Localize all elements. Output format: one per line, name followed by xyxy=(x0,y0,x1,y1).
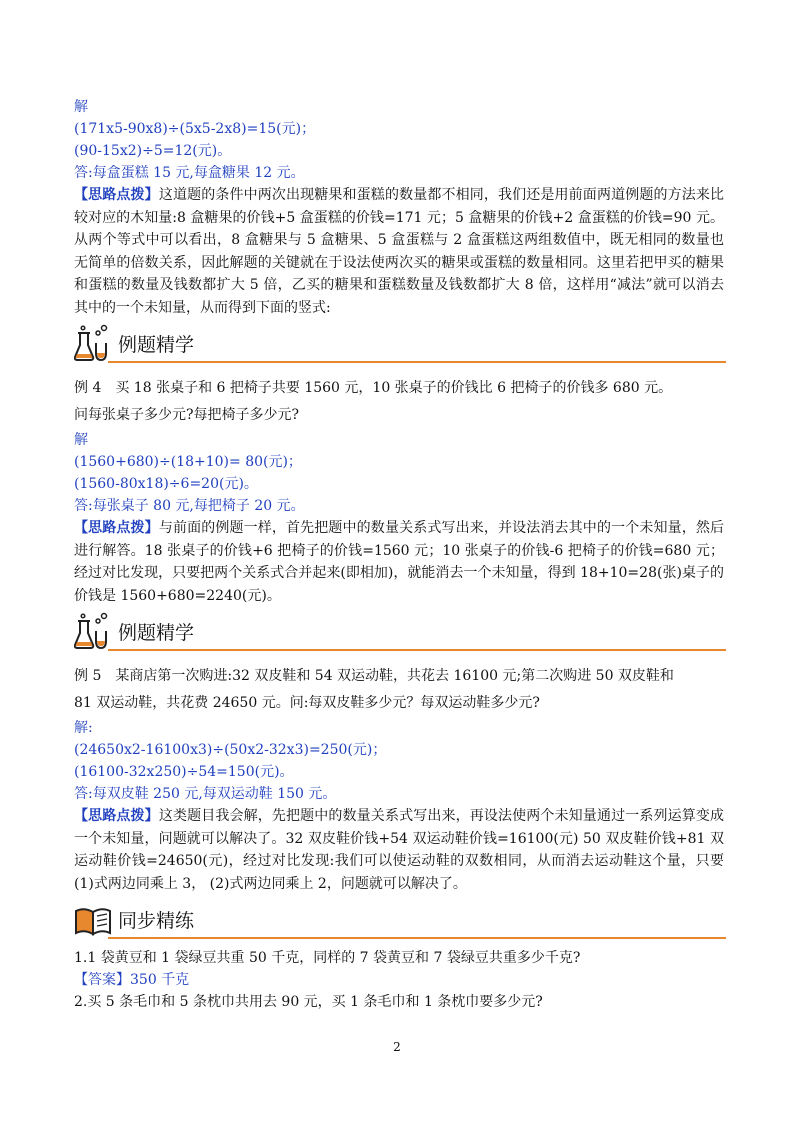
section-title: 例题精学 xyxy=(118,622,195,644)
section-title: 例题精学 xyxy=(118,334,195,356)
answer: 答:每双皮鞋 250 元,每双运动鞋 150 元。 xyxy=(74,786,337,802)
equation: (1560+680)÷(18+10)= 80(元)； xyxy=(74,454,302,470)
hint-label: 【思路点拨】 xyxy=(74,187,159,203)
document-page xyxy=(74,96,724,1013)
example-question: 例 4 买 18 张桌子和 6 把椅子共要 1560 元，10 张桌子的价钱比 6 把椅子的价钱多 680 元。 xyxy=(74,380,673,396)
section-rule xyxy=(108,937,726,939)
hint-paragraph xyxy=(74,184,724,319)
section-header xyxy=(74,611,724,653)
equation: (1560-80x18)÷6=20(元)。 xyxy=(74,476,258,492)
flask-icon xyxy=(74,323,114,363)
section-rule xyxy=(108,649,726,651)
example-question: 例 5 某商店第一次购进:32 双皮鞋和 54 双运动鞋，共花去 16100 元;第二次购进 50 双皮鞋和 xyxy=(74,668,674,684)
solution-label: 解: xyxy=(74,720,93,736)
section-header xyxy=(74,899,724,941)
practice-question: 2.买 5 条毛巾和 5 条枕巾共用去 90 元，买 1 条毛巾和 1 条枕巾要多少元? xyxy=(74,994,543,1010)
practice-question: 1.1 袋黄豆和 1 袋绿豆共重 50 千克，同样的 7 袋黄豆和 7 袋绿豆共重多少千克? xyxy=(74,950,581,966)
section-header xyxy=(74,323,724,365)
equation: (171x5-90x8)÷(5x5-2x8)=15(元)； xyxy=(74,121,316,137)
example-question: 问每张桌子多少元?每把椅子多少元? xyxy=(74,407,300,423)
hint-text: 与前面的例题一样，首先把题中的数量关系式写出来，并设法消去其中的一个未知量，然后进行解答。18 张桌子的价钱+6 把椅子的价钱=1560 元；10 张桌子的价钱-6 把椅子的价钱=680 元；经过对比发现，只要把两个关系式合并起来(即相加)，就能消去一个未知量，得到 18+10=28(张)桌子的价钱是 1560+680=2240(元)。 xyxy=(74,520,725,604)
hint-label: 【思路点拨】 xyxy=(74,520,159,536)
section-rule xyxy=(108,361,726,363)
hint-text: 这类题目我会解，先把题中的数量关系式写出来，再设法使两个未知量通过一系列运算变成一个未知量，问题就可以解决了。32 双皮鞋价钱+54 双运动鞋价钱=16100(元) 50 双皮鞋价钱+81 双运动鞋价钱=24650(元)，经过对比发现:我们可以使运动鞋的双数相同，从而消去运动鞋这个量，只要 (1)式两边同乘上 3， (2)式两边同乘上 2，问题就可以解决了。 xyxy=(74,808,725,892)
equation: (90-15x2)÷5=12(元)。 xyxy=(74,143,232,159)
equation: (16100-32x250)÷54=150(元)。 xyxy=(74,764,294,780)
solution-label: 解 xyxy=(74,99,88,115)
hint-text: 这道题的条件中两次出现糖果和蛋糕的数量都不相同，我们还是用前面两道例题的方法来比较对应的木知量:8 盒糖果的价钱+5 盒蛋糕的价钱=171 元；5 盒糖果的价钱+2 盒蛋糕的价钱=90 元。从两个等式中可以看出，8 盒糖果与 5 盒糖果、5 盒蛋糕与 2 盒蛋糕这两组数值中，既无相同的数量也无简单的倍数关系，因此解题的关键就在于设法使两次买的糖果或蛋糕的数量相同。这里若把甲买的糖果和蛋糕的数量及钱数都扩大 5 倍，乙买的糖果和蛋糕数量及钱数都扩大 8 倍，这样用“减法”就可以消去其中的一个未知量，从而得到下面的竖式: xyxy=(74,187,725,316)
hint-paragraph xyxy=(74,517,724,607)
hint-paragraph xyxy=(74,805,724,895)
solution-label: 解 xyxy=(74,432,88,448)
answer: 答:每张桌子 80 元,每把椅子 20 元。 xyxy=(74,498,305,514)
equation: (24650x2-16100x3)÷(50x2-32x3)=250(元)； xyxy=(74,742,387,758)
flask-icon xyxy=(74,611,114,651)
example-question: 81 双运动鞋，共花费 24650 元。问:每双皮鞋多少元？每双运动鞋多少元? xyxy=(74,695,540,711)
answer: 答:每盒蛋糕 15 元,每盒糖果 12 元。 xyxy=(74,165,305,181)
section-title: 同步精练 xyxy=(118,910,195,932)
page-number: 2 xyxy=(393,1040,401,1054)
hint-label: 【思路点拨】 xyxy=(74,808,159,824)
book-icon xyxy=(74,899,114,939)
practice-answer: 【答案】350 千克 xyxy=(74,972,190,988)
